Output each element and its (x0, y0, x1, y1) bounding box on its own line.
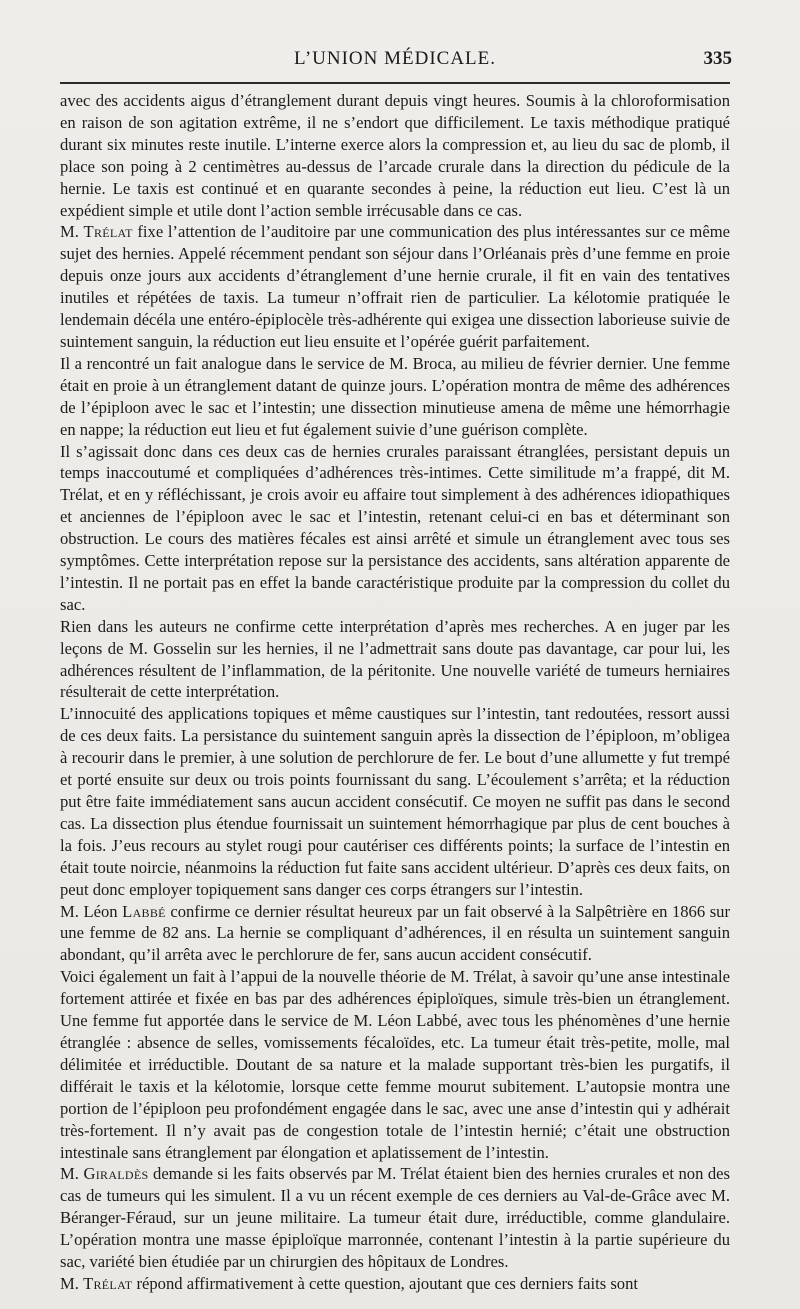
paragraph-text: Voici également un fait à l’appui de la nouvelle théorie de M. Trélat, à savoir qu’une anse intestinale fortement attirée et fixée en bas par des adhérences épiploïques, simule très-bien un étranglement. Une femme fut apportée dans le service de M. Léon Labbé, avec tous les phénomènes d’une hernie étranglée : absence de selles, vomissements fécaloïdes, etc. La tumeur était très-petite, molle, mal délimitée et irréductible. Doutant de sa nature et la malade supportant très-bien les purgatifs, il différait le taxis et la kélotomie, lorsque cette femme mourut subitement. L’autopsie montra une portion de l’épiploon peu profondément engagée dans le sac, avec une anse d’intestin qui y adhérait très-fortement. Il n’y avait pas de congestion totale de l’intestin hernié; c’était une obstruction intestinale sans étranglement par élongation et aplatissement de l’intestin. (60, 967, 730, 1162)
paragraph (60, 703, 730, 900)
speaker-name: Trélat (83, 1273, 133, 1293)
paragraph (60, 353, 730, 441)
speaker-prefix: M. Léon (60, 901, 123, 921)
paragraph-text: L’innocuité des applications topiques et même caustiques sur l’intestin, tant redoutées, ressort aussi de ces deux faits. La persistance du suintement sanguin après la dissection de l’épiploon, m’obligea à recourir dans le premier, à une solution de perchlorure de fer. Le bout d’une allumette y fut trempé et porté ensuite sur deux ou trois points fournissant du sang. L’écoulement s’arrêta; et la réduction put être faite immédiatement sans aucun accident consécutif. Ce moyen ne suffit pas dans le second cas. La dissection plus étendue fournissait un suintement hémorrhagique par plus de cent bouches à la fois. J’eus recours au stylet rougi pour cautériser ces différents points; la surface de l’intestin en était toute noircie, néanmoins la réduction fut faite sans accident ultérieur. D’après ces deux faits, on peut donc employer topiquement sans danger ces corps étrangers sur l’intestin. (60, 704, 730, 899)
body-text (60, 90, 730, 1295)
paragraph-text: confirme ce dernier résultat heureux par un fait observé à la Salpêtrière en 1866 sur une femme de 82 ans. La hernie se compliquant d’adhérences, il en résulta un suintement sanguin abondant, qu’il arrêta avec le perchlorure de fer, sans aucun accident consécutif. (60, 901, 730, 965)
page-number: 335 (703, 48, 732, 69)
paragraph (60, 966, 730, 1163)
speaker-name: Giraldès (83, 1164, 149, 1184)
paragraph (60, 221, 730, 352)
speaker-name: Trélat (83, 222, 133, 242)
paragraph (60, 616, 730, 704)
paragraph-text: Il s’agissait donc dans ces deux cas de hernies crurales paraissant étranglées, persistant depuis un temps inaccoutumé et compliquées d’adhérences très-intimes. Cette similitude m’a frappé, dit M. Trélat, et en y réfléchissant, je crois avoir eu affaire tout simplement à des adhérences idiopathiques et anciennes de l’épiploon avec le sac et l’intestin, retenant celui-ci en bas et déterminant son obstruction. Le cours des matières fécales est ainsi arrêté et simule un étranglement avec tous ses symptômes. Cette interprétation repose sur la persistance des accidents, sans altération apparente de l’intestin. Il ne portait pas en effet la bande caractéristique produite par la compression du collet du sac. (60, 441, 730, 614)
paragraph-text: fixe l’attention de l’auditoire par une communication des plus intéressantes sur ce même sujet des hernies. Appelé récemment pendant son séjour dans l’Orléanais près d’une femme en proie depuis onze jours aux accidents d’étranglement d’une hernie crurale, il fit en vain des tentatives inutiles et répétées de taxis. La tumeur n’offrait rien de particulier. La kélotomie pratiquée le lendemain décéla une entéro-épiplocèle très-adhérente qui exigea une dissection laborieuse suivie de suintement sanguin, la réduction eut lieu ensuite et l’opérée guérit parfaitement. (60, 222, 730, 351)
paragraph-text: demande si les faits observés par M. Trélat étaient bien des hernies crurales et non des cas de tumeurs qui les simulent. Il a vu un récent exemple de ces derniers au Val-de-Grâce avec M. Béranger-Féraud, sur un jeune militaire. La tumeur était dure, irréductible, comme glandulaire. L’opération montra une masse épiploïque marronnée, contenant l’intestin à la partie supérieure du sac, variété bien étudiée par un chirurgien des hôpitaux de Londres. (60, 1164, 731, 1272)
header-rule (60, 82, 730, 84)
running-title: L’UNION MÉDICALE. (293, 48, 497, 69)
paragraph-text: Rien dans les auteurs ne confirme cette interprétation d’après mes recherches. A en juger par les leçons de M. Gosselin sur les hernies, il ne l’admettrait sans doute pas davantage, car pour lui, les adhérences résultent de l’inflammation, de la péritonite. Une nouvelle variété de tumeurs herniaires résulterait de cette interprétation. (60, 616, 730, 702)
speaker-name: Labbé (122, 901, 166, 921)
paragraph (60, 1163, 730, 1273)
paragraph (60, 901, 730, 967)
speaker-prefix: M. (60, 222, 84, 242)
page-header (60, 44, 730, 84)
paragraph (60, 1273, 730, 1295)
speaker-prefix: M. (60, 1164, 84, 1184)
paragraph (60, 441, 730, 616)
speaker-prefix: M. (60, 1273, 84, 1293)
paragraph-text: répond affirmativement à cette question, ajoutant que ces derniers faits sont (132, 1273, 638, 1293)
paragraph-text: avec des accidents aigus d’étranglement durant depuis vingt heures. Soumis à la chloroformisation en raison de son agitation extrême, il ne s’endort que difficilement. Le taxis méthodique pratiqué durant six minutes reste inutile. L’interne exerce alors la compression et, au lieu du sac de plomb, il place son poing à 2 centimètres au-dessus de l’arcade crurale dans la direction du pédicule de la hernie. Le taxis est continué et en quarante secondes à peine, la réduction eut lieu. C’est là un expédient simple et utile dont l’action semble irrécusable dans ce cas. (60, 91, 730, 220)
paragraph (60, 90, 730, 221)
paragraph-text: Il a rencontré un fait analogue dans le service de M. Broca, au milieu de février dernier. Une femme était en proie à un étranglement datant de quinze jours. L’opération montra de même des adhérences de l’épiploon avec le sac et l’intestin; une dissection minutieuse amena de même une hémorrhagie en nappe; la réduction eut lieu et fut également suivie d’une guérison complète. (60, 353, 730, 439)
